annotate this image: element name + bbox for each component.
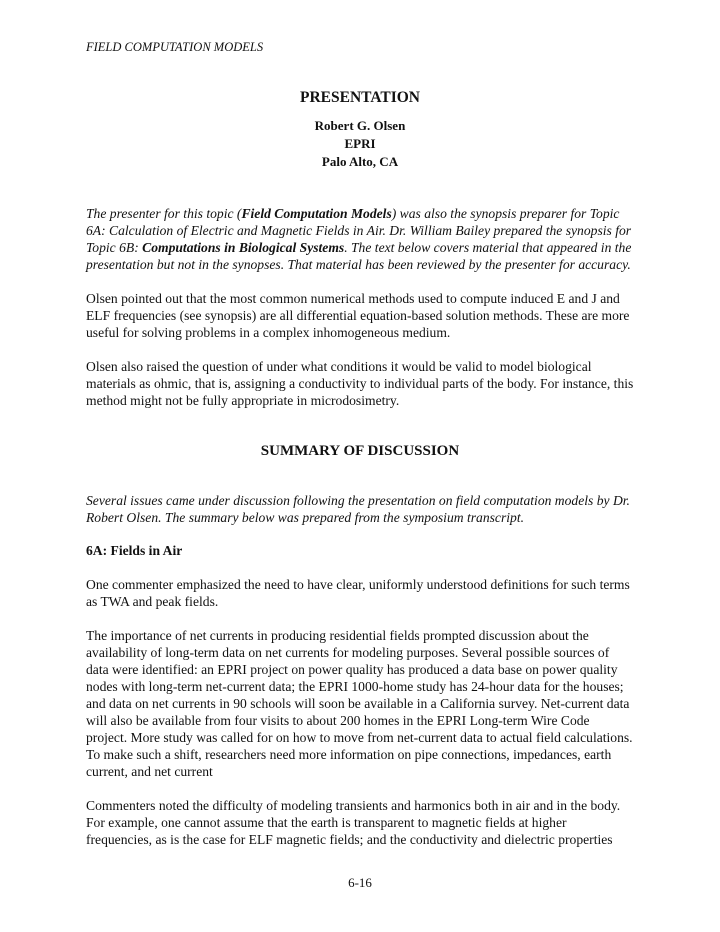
author-block — [86, 117, 634, 171]
body-paragraph-1: Olsen pointed out that the most common numerical methods used to compute induced E and J and ELF frequencies (see synopsis) are all differential equation-based solution methods. These are more useful for solving problems in a complex inhomogeneous medium. — [86, 291, 630, 340]
summary-paragraph-2: The importance of net currents in producing residential fields prompted discussion about the availability of long-term data on net currents for modeling purposes. Several possible sources of data were identified: an EPRI project on power quality has produced a data base on power quality nodes with long-term net-current data; the EPRI 1000-home study has 24-hour data for the houses; and data on net currents in 90 schools will soon be available in a California survey. Net-current data will also be available from four visits to about 200 homes in the EPRI Long-term Wire Code project. More study was called for on how to move from net-current data to actual field calculations. To make such a shift, researchers need more information on pipe connections, impedances, earth current, and net current — [86, 628, 633, 779]
intro-topic-6b: Computations in Biological Systems — [142, 240, 345, 255]
summary-title: SUMMARY OF DISCUSSION — [260, 443, 460, 459]
intro-text-2: ) was also the synopsis preparer for Topic 6A: Calculation of Electric and Magnetic Fields in Air. Dr. William Bailey prepared the synopsis for Topic 6B: — [86, 206, 632, 255]
presentation-title: PRESENTATION — [299, 89, 420, 106]
author-name: Robert G. Olsen — [314, 118, 406, 133]
author-location: Palo Alto, CA — [321, 154, 399, 169]
author-organization: EPRI — [344, 136, 376, 151]
page-content — [86, 88, 634, 848]
intro-text-3: . The text below covers material that appeared in the presentation but not in the synopses. That material has been reviewed by the presenter for accuracy. — [86, 240, 632, 272]
summary-paragraph-1: One commenter emphasized the need to have clear, uniformly understood definitions for such terms as TWA and peak fields. — [86, 577, 630, 609]
summary-intro: Several issues came under discussion following the presentation on field computation models by Dr. Robert Olsen. The summary below was prepared from the symposium transcript. — [86, 493, 630, 525]
running-header: FIELD COMPUTATION MODELS — [86, 40, 264, 54]
intro-topic-name: Field Computation Models — [241, 206, 392, 221]
page-number: 6-16 — [348, 875, 372, 890]
summary-paragraph-3: Commenters noted the difficulty of modeling transients and harmonics both in air and in the body. For example, one cannot assume that the earth is transparent to magnetic fields at higher frequencies, as is the case for ELF magnetic fields; and the conductivity and dielectric properties — [86, 798, 621, 847]
body-paragraph-2: Olsen also raised the question of under what conditions it would be valid to model biological materials as ohmic, that is, assigning a conductivity to individual parts of the body. For instance, this method might not be fully appropriate in microdosimetry. — [86, 359, 634, 408]
subsection-heading: 6A: Fields in Air — [86, 543, 183, 558]
intro-paragraph — [86, 205, 634, 273]
intro-text-1: The presenter for this topic ( — [86, 206, 242, 221]
